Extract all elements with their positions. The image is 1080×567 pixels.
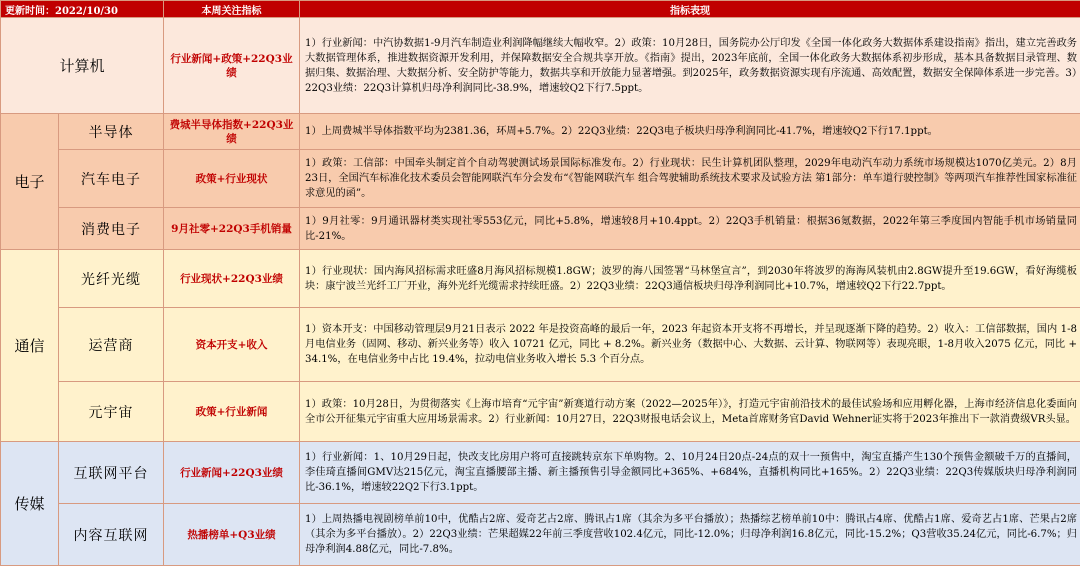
subcategory-cell: 运营商 [59, 308, 164, 382]
category-computer: 计算机 [1, 18, 164, 114]
subcategory-cell: 汽车电子 [59, 150, 164, 208]
focus-cell: 费城半导体指数+22Q3业绩 [164, 114, 300, 150]
performance-cell: 1）上周热播电视剧榜单前10中，优酷占2席、爱奇艺占2席、腾讯占1席（其余为多平台播放）；热播综艺榜单前10中：腾讯占4席、优酷占1席、爱奇艺占1席、芒果占2席（其余为多平台播放）。2）22Q3业绩：芒果超媒22年前三季度营收102.4亿元，同比-12.0%；归母净利润16.8亿元，同比-15.2%；Q3营收35.24亿元，同比-6.7%；归母净利润4.88亿元，同比-7.8%。 [300, 504, 1080, 566]
focus-header: 本周关注指标 [164, 1, 300, 18]
subcategory-cell: 元宇宙 [59, 382, 164, 442]
performance-cell: 1）政策：10月28日，为贯彻落实《上海市培育“元宇宙”新赛道行动方案（2022—2025年）》，打造元宇宙前沿技术的最佳试验场和应用孵化器，上海市经济信息化委面向全市公开征集元宇宙重大应用场景需求。2）行业新闻：10月27日，22Q3财报电话会议上，Meta首席财务官David Wehner证实将于2023年推出下一款消费级VR头显。 [300, 382, 1080, 442]
subcategory-cell: 互联网平台 [59, 442, 164, 504]
performance-cell: 1）行业新闻：中汽协数据1-9月汽车制造业利润降幅继续大幅收窄。2）政策：10月28日，国务院办公厅印发《全国一体化政务大数据体系建设指南》指出，建立完善政务大数据管理体系，推进数据资源开发利用，并保障数据安全合规共享开放。《指南》提出，2023年底前，全国一体化政务大数据体系初步形成，基本具备数据目录管理、数据归集、数据治理、大数据分析、安全防护等能力，数据共享和开放能力显著增强。到2025年，政务数据资源实现有序流通、高效配置，数据安全保障体系进一步完善。3）22Q3业绩：22Q3计算机归母净利润同比-38.9%，增速较Q2下行7.5ppt。 [300, 18, 1080, 114]
focus-cell: 行业新闻+22Q3业绩 [164, 442, 300, 504]
performance-header: 指标表现 [300, 1, 1080, 18]
table-row [1, 442, 1080, 504]
focus-cell: 9月社零+22Q3手机销量 [164, 208, 300, 250]
performance-cell: 1）政策：工信部：中国牵头制定首个自动驾驶测试场景国际标准发布。2）行业现状：民生计算机团队整理，2029年电动汽车动力系统市场规模达1070亿美元。2）8月23日，全国汽车标准化技术委员会智能网联汽车分会发布“《智能网联汽车 组合驾驶辅助系统技术要求及试验方法 第1部分：单车道行驶控制》等两项汽车推荐性国家标准征求意见的函”。 [300, 150, 1080, 208]
focus-cell: 行业现状+22Q3业绩 [164, 250, 300, 308]
subcategory-cell: 消费电子 [59, 208, 164, 250]
focus-cell: 资本开支+收入 [164, 308, 300, 382]
performance-cell: 1）9月社零：9月通讯器材类实现社零553亿元，同比+5.8%，增速较8月+10.4ppt。2）22Q3手机销量：根据36氪数据，2022年第三季度国内智能手机市场销量同比-21%。 [300, 208, 1080, 250]
category-media: 传媒 [1, 442, 59, 566]
focus-cell: 热播榜单+Q3业绩 [164, 504, 300, 566]
performance-cell: 1）行业现状：国内海风招标需求旺盛8月海风招标规模1.8GW；波罗的海八国签署“马林堡宣言”，到2030年将波罗的海海风装机由2.8GW提升至19.6GW，看好海缆板块：康宁波兰光纤工厂开业，海外光纤光缆需求持续旺盛。2）22Q3业绩：22Q3通信板块归母净利润同比+10.7%，增速较Q2下行22.7ppt。 [300, 250, 1080, 308]
performance-cell: 1）资本开支：中国移动管理层9月21日表示 2022 年是投资高峰的最后一年，2023 年起资本开支将不再增长，并呈现逐渐下降的趋势。2）收入：工信部数据，国内 1-8 月电信业务（固网、移动、新兴业务等）收入 10721 亿元，同比 + 8.2%。新兴业务（数据中心、大数据、云计算、物联网等）表现亮眼，1-8月收入2075 亿元，同比 + 34.1%，在电信业务中占比 19.4%，拉动电信业务收入增长 5.3 个百分点。 [300, 308, 1080, 382]
subcategory-cell: 半导体 [59, 114, 164, 150]
table-row [1, 114, 1080, 150]
table-row [1, 150, 1080, 208]
table-row [1, 18, 1080, 114]
table-row [1, 382, 1080, 442]
table-row [1, 250, 1080, 308]
performance-cell: 1）行业新闻：1、10月29日起，快改支比房用户将可直接跳转京东下单购物。2、10月24日20点-24点的双十一预售中，淘宝直播产生130个预售金额破千万的直播间，李佳琦直播间GMV达215亿元，淘宝直播腰部主播、新主播预售引导金额同比+365%、+684%，直播机构同比+165%。2）22Q3业绩：22Q3传媒版块归母净利润同比-36.1%，增速较22Q2下行3.1ppt。 [300, 442, 1080, 504]
performance-cell: 1）上周费城半导体指数平均为2381.36，环周+5.7%。2）22Q3业绩：22Q3电子板块归母净利润同比-41.7%，增速较Q2下行17.1ppt。 [300, 114, 1080, 150]
table-row [1, 504, 1080, 566]
focus-cell: 政策+行业新闻 [164, 382, 300, 442]
header-row [1, 1, 1080, 18]
update-time-header: 更新时间：2022/10/30 [1, 1, 164, 18]
focus-cell: 政策+行业现状 [164, 150, 300, 208]
subcategory-cell: 光纤光缆 [59, 250, 164, 308]
category-electronics: 电子 [1, 114, 59, 250]
focus-cell: 行业新闻+政策+22Q3业绩 [164, 18, 300, 114]
table-row [1, 308, 1080, 382]
table-row [1, 208, 1080, 250]
category-telecom: 通信 [1, 250, 59, 442]
subcategory-cell: 内容互联网 [59, 504, 164, 566]
